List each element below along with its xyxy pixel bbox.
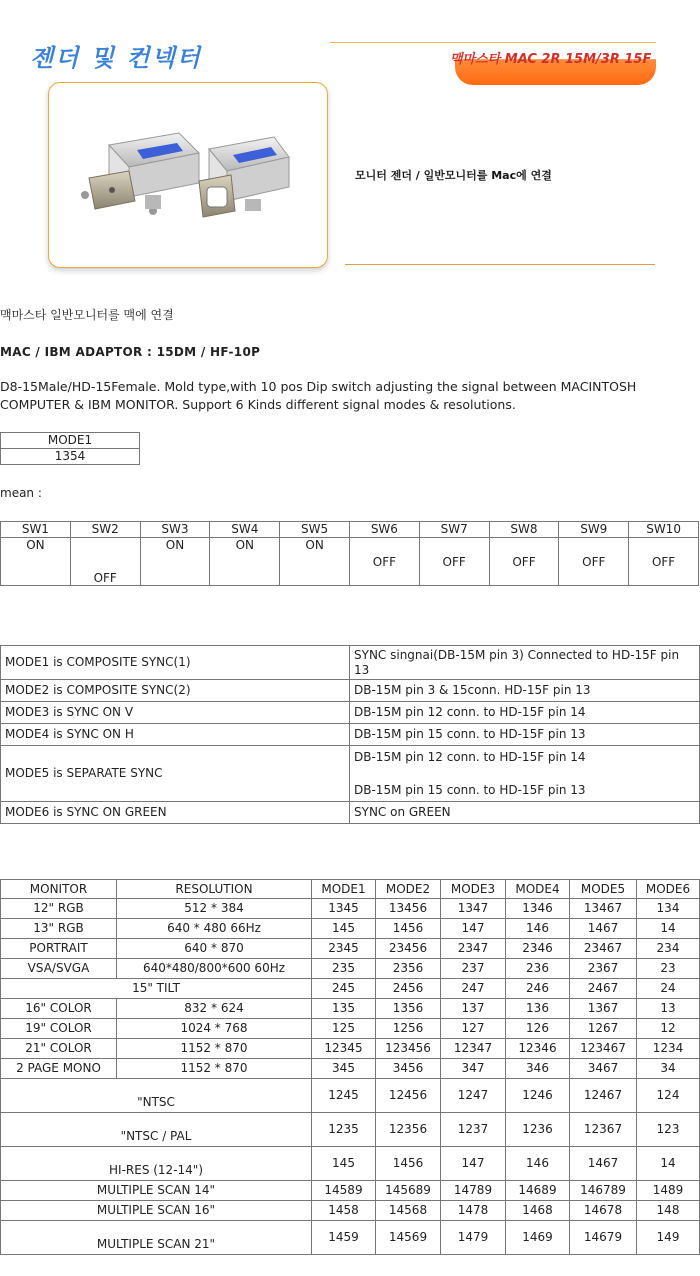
- switch-header: SW10: [629, 522, 699, 538]
- mode-description: DB-15M pin 12 conn. to HD-15F pin 14: [354, 749, 586, 764]
- table-row: [1, 1181, 700, 1201]
- resolution-cell: 640*480/800*600 60Hz: [117, 959, 312, 979]
- switch-state: ON: [305, 538, 324, 552]
- value-cell: 346: [506, 1059, 570, 1079]
- switch-state: OFF: [93, 571, 117, 585]
- monitor-cell: HI-RES (12-14"): [1, 1147, 312, 1181]
- value-cell: 147: [441, 1147, 506, 1181]
- value-cell: 125: [312, 1019, 376, 1039]
- value-cell: 1347: [441, 899, 506, 919]
- switch-state: ON: [26, 538, 45, 552]
- value-cell: 146: [506, 919, 570, 939]
- table-row: [1, 1147, 700, 1181]
- monitor-header: MODE6: [637, 880, 700, 899]
- product-subtitle: MAC / IBM ADAPTOR : 15DM / HF-10P: [0, 345, 261, 359]
- monitor-header: MONITOR: [1, 880, 117, 899]
- value-cell: 14589: [312, 1181, 376, 1201]
- switch-header: SW9: [559, 522, 629, 538]
- switch-header: SW7: [419, 522, 489, 538]
- value-cell: 12356: [376, 1113, 441, 1147]
- monitor-header: RESOLUTION: [117, 880, 312, 899]
- value-cell: 1479: [441, 1221, 506, 1255]
- mode-name: MODE6 is SYNC ON GREEN: [1, 802, 350, 824]
- value-cell: 1236: [506, 1113, 570, 1147]
- table-row: [1, 939, 700, 959]
- switch-header: SW5: [280, 522, 350, 538]
- monitor-cell: MULTIPLE SCAN 16": [1, 1201, 312, 1221]
- value-cell: 146789: [570, 1181, 637, 1201]
- header-divider: [330, 42, 656, 43]
- value-cell: 135: [312, 999, 376, 1019]
- table-row: [1, 919, 700, 939]
- value-cell: 245: [312, 979, 376, 999]
- description-divider: [345, 264, 655, 265]
- value-cell: 2345: [312, 939, 376, 959]
- value-cell: 1346: [506, 899, 570, 919]
- switch-state: ON: [165, 538, 185, 552]
- monitor-cell: 13" RGB: [1, 919, 117, 939]
- table-row: [1, 999, 700, 1019]
- value-cell: 3456: [376, 1059, 441, 1079]
- value-cell: 234: [637, 939, 700, 959]
- value-cell: 1456: [376, 1147, 441, 1181]
- value-cell: 1469: [506, 1221, 570, 1255]
- value-cell: 1459: [312, 1221, 376, 1255]
- adapter-illustration: [49, 83, 327, 267]
- monitor-header: MODE4: [506, 880, 570, 899]
- table-row: [1, 1079, 700, 1113]
- switch-header: SW8: [489, 522, 559, 538]
- mode-description: DB-15M pin 15 conn. to HD-15F pin 13: [354, 782, 586, 797]
- value-cell: 14679: [570, 1221, 637, 1255]
- value-cell: 247: [441, 979, 506, 999]
- value-cell: 14789: [441, 1181, 506, 1201]
- monitor-cell: 21" COLOR: [1, 1039, 117, 1059]
- photo-description: 모니터 젠더 / 일반모니터를 Mac에 연결: [355, 169, 552, 182]
- monitor-cell: 12" RGB: [1, 899, 117, 919]
- right-adapter-icon: [199, 137, 289, 217]
- product-photo: [48, 82, 328, 268]
- value-cell: 14: [637, 1147, 700, 1181]
- value-cell: 12467: [570, 1079, 637, 1113]
- product-description: D8-15Male/HD-15Female. Mold type,with 10 pos Dip switch adjusting the signal between MACINTOSH COMPUTER & IBM MONITOR. Support 6 Kinds different signal modes & resolutions.: [0, 379, 637, 412]
- resolution-cell: 640 * 870: [117, 939, 312, 959]
- value-cell: 1367: [570, 999, 637, 1019]
- monitor-cell: VSA/SVGA: [1, 959, 117, 979]
- table-row: [1, 1019, 700, 1039]
- value-cell: 14569: [376, 1221, 441, 1255]
- value-cell: 1237: [441, 1113, 506, 1147]
- left-adapter-icon: [81, 133, 199, 215]
- value-cell: 23467: [570, 939, 637, 959]
- mode-description: DB-15M pin 3 & 15conn. HD-15F pin 13: [350, 680, 700, 702]
- monitor-cell: 15" TILT: [1, 979, 312, 999]
- resolution-cell: 512 * 384: [117, 899, 312, 919]
- value-cell: 1468: [506, 1201, 570, 1221]
- value-cell: 1235: [312, 1113, 376, 1147]
- value-cell: 137: [441, 999, 506, 1019]
- switch-table: [0, 521, 699, 586]
- switch-header: SW4: [210, 522, 280, 538]
- value-cell: 14689: [506, 1181, 570, 1201]
- value-cell: 345: [312, 1059, 376, 1079]
- value-cell: 13: [637, 999, 700, 1019]
- switch-header: SW6: [349, 522, 419, 538]
- value-cell: 1234: [637, 1039, 700, 1059]
- value-cell: 1489: [637, 1181, 700, 1201]
- value-cell: 145: [312, 1147, 376, 1181]
- mode-name: MODE1 is COMPOSITE SYNC(1): [1, 646, 350, 680]
- value-cell: 347: [441, 1059, 506, 1079]
- resolution-cell: 1024 * 768: [117, 1019, 312, 1039]
- value-cell: 145689: [376, 1181, 441, 1201]
- value-cell: 123456: [376, 1039, 441, 1059]
- mode1-value: 1354: [1, 449, 140, 465]
- value-cell: 1478: [441, 1201, 506, 1221]
- value-cell: 23: [637, 959, 700, 979]
- value-cell: 1458: [312, 1201, 376, 1221]
- value-cell: 124: [637, 1079, 700, 1113]
- value-cell: 12345: [312, 1039, 376, 1059]
- value-cell: 1356: [376, 999, 441, 1019]
- resolution-cell: 1152 * 870: [117, 1039, 312, 1059]
- switch-state: OFF: [442, 554, 466, 569]
- value-cell: 145: [312, 919, 376, 939]
- monitor-header: MODE5: [570, 880, 637, 899]
- value-cell: 149: [637, 1221, 700, 1255]
- product-badge-label: 맥마스타 MAC 2R 15M/3R 15F: [450, 52, 652, 67]
- resolution-cell: 640 * 480 66Hz: [117, 919, 312, 939]
- switch-state: OFF: [651, 554, 676, 569]
- value-cell: 123: [637, 1113, 700, 1147]
- table-row: [1, 899, 700, 919]
- value-cell: 24: [637, 979, 700, 999]
- value-cell: 148: [637, 1201, 700, 1221]
- value-cell: 123467: [570, 1039, 637, 1059]
- table-row: [1, 959, 700, 979]
- value-cell: 1247: [441, 1079, 506, 1113]
- value-cell: 127: [441, 1019, 506, 1039]
- monitor-cell: 16" COLOR: [1, 999, 117, 1019]
- monitor-header: MODE3: [441, 880, 506, 899]
- value-cell: 146: [506, 1147, 570, 1181]
- value-cell: 23456: [376, 939, 441, 959]
- value-cell: 3467: [570, 1059, 637, 1079]
- value-cell: 1467: [570, 919, 637, 939]
- value-cell: 1467: [570, 1147, 637, 1181]
- value-cell: 246: [506, 979, 570, 999]
- monitor-cell: 2 PAGE MONO: [1, 1059, 117, 1079]
- table-row: [1, 1113, 700, 1147]
- table-row: [1, 979, 700, 999]
- value-cell: 14: [637, 919, 700, 939]
- intro-text: 맥마스타 일반모니터를 맥에 연결: [0, 308, 174, 322]
- value-cell: 1456: [376, 919, 441, 939]
- mean-label: mean :: [0, 486, 42, 500]
- monitor-cell: PORTRAIT: [1, 939, 117, 959]
- value-cell: 236: [506, 959, 570, 979]
- switch-header: SW3: [140, 522, 210, 538]
- monitor-cell: "NTSC / PAL: [1, 1113, 312, 1147]
- value-cell: 12456: [376, 1079, 441, 1113]
- mode-description: DB-15M pin 12 conn. to HD-15F pin 14: [350, 702, 700, 724]
- modes-table: [0, 645, 700, 824]
- switch-state: OFF: [582, 554, 606, 569]
- value-cell: 2356: [376, 959, 441, 979]
- monitor-cell: MULTIPLE SCAN 21": [1, 1221, 312, 1255]
- value-cell: 147: [441, 919, 506, 939]
- value-cell: 12367: [570, 1113, 637, 1147]
- value-cell: 13467: [570, 899, 637, 919]
- value-cell: 12346: [506, 1039, 570, 1059]
- monitor-cell: 19" COLOR: [1, 1019, 117, 1039]
- value-cell: 2456: [376, 979, 441, 999]
- table-row: [1, 1221, 700, 1255]
- switch-state: OFF: [372, 554, 396, 569]
- mode1-label: MODE1: [1, 433, 140, 449]
- value-cell: 1267: [570, 1019, 637, 1039]
- mode-description: SYNC on GREEN: [350, 802, 700, 824]
- mode-name: MODE2 is COMPOSITE SYNC(2): [1, 680, 350, 702]
- switch-header: SW1: [1, 522, 71, 538]
- value-cell: 34: [637, 1059, 700, 1079]
- monitor-header: MODE1: [312, 880, 376, 899]
- page-title: 젠더 및 컨넥터: [30, 44, 202, 72]
- monitor-table: [0, 879, 700, 1255]
- value-cell: 14678: [570, 1201, 637, 1221]
- switch-state: ON: [235, 538, 254, 552]
- value-cell: 1245: [312, 1079, 376, 1113]
- value-cell: 14568: [376, 1201, 441, 1221]
- table-row: [1, 1059, 700, 1079]
- value-cell: 2367: [570, 959, 637, 979]
- monitor-cell: MULTIPLE SCAN 14": [1, 1181, 312, 1201]
- resolution-cell: 832 * 624: [117, 999, 312, 1019]
- value-cell: 237: [441, 959, 506, 979]
- value-cell: 136: [506, 999, 570, 1019]
- value-cell: 2347: [441, 939, 506, 959]
- value-cell: 1345: [312, 899, 376, 919]
- value-cell: 1256: [376, 1019, 441, 1039]
- switch-header: SW2: [70, 522, 140, 538]
- mode-description: SYNC singnai(DB-15M pin 3) Connected to HD-15F pin 13: [350, 646, 700, 680]
- value-cell: 126: [506, 1019, 570, 1039]
- value-cell: 12347: [441, 1039, 506, 1059]
- table-row: [1, 1201, 700, 1221]
- value-cell: 235: [312, 959, 376, 979]
- value-cell: 13456: [376, 899, 441, 919]
- value-cell: 2467: [570, 979, 637, 999]
- value-cell: 134: [637, 899, 700, 919]
- monitor-header: MODE2: [376, 880, 441, 899]
- mode-name: MODE4 is SYNC ON H: [1, 724, 350, 746]
- value-cell: 2346: [506, 939, 570, 959]
- resolution-cell: 1152 * 870: [117, 1059, 312, 1079]
- mode-name: MODE3 is SYNC ON V: [1, 702, 350, 724]
- table-row: [1, 1039, 700, 1059]
- value-cell: 1246: [506, 1079, 570, 1113]
- mode-description: DB-15M pin 15 conn. to HD-15F pin 13: [350, 724, 700, 746]
- monitor-cell: "NTSC: [1, 1079, 312, 1113]
- mode1-box: [0, 432, 140, 465]
- mode-name: MODE5 is SEPARATE SYNC: [1, 746, 350, 802]
- switch-state: OFF: [512, 554, 536, 569]
- value-cell: 12: [637, 1019, 700, 1039]
